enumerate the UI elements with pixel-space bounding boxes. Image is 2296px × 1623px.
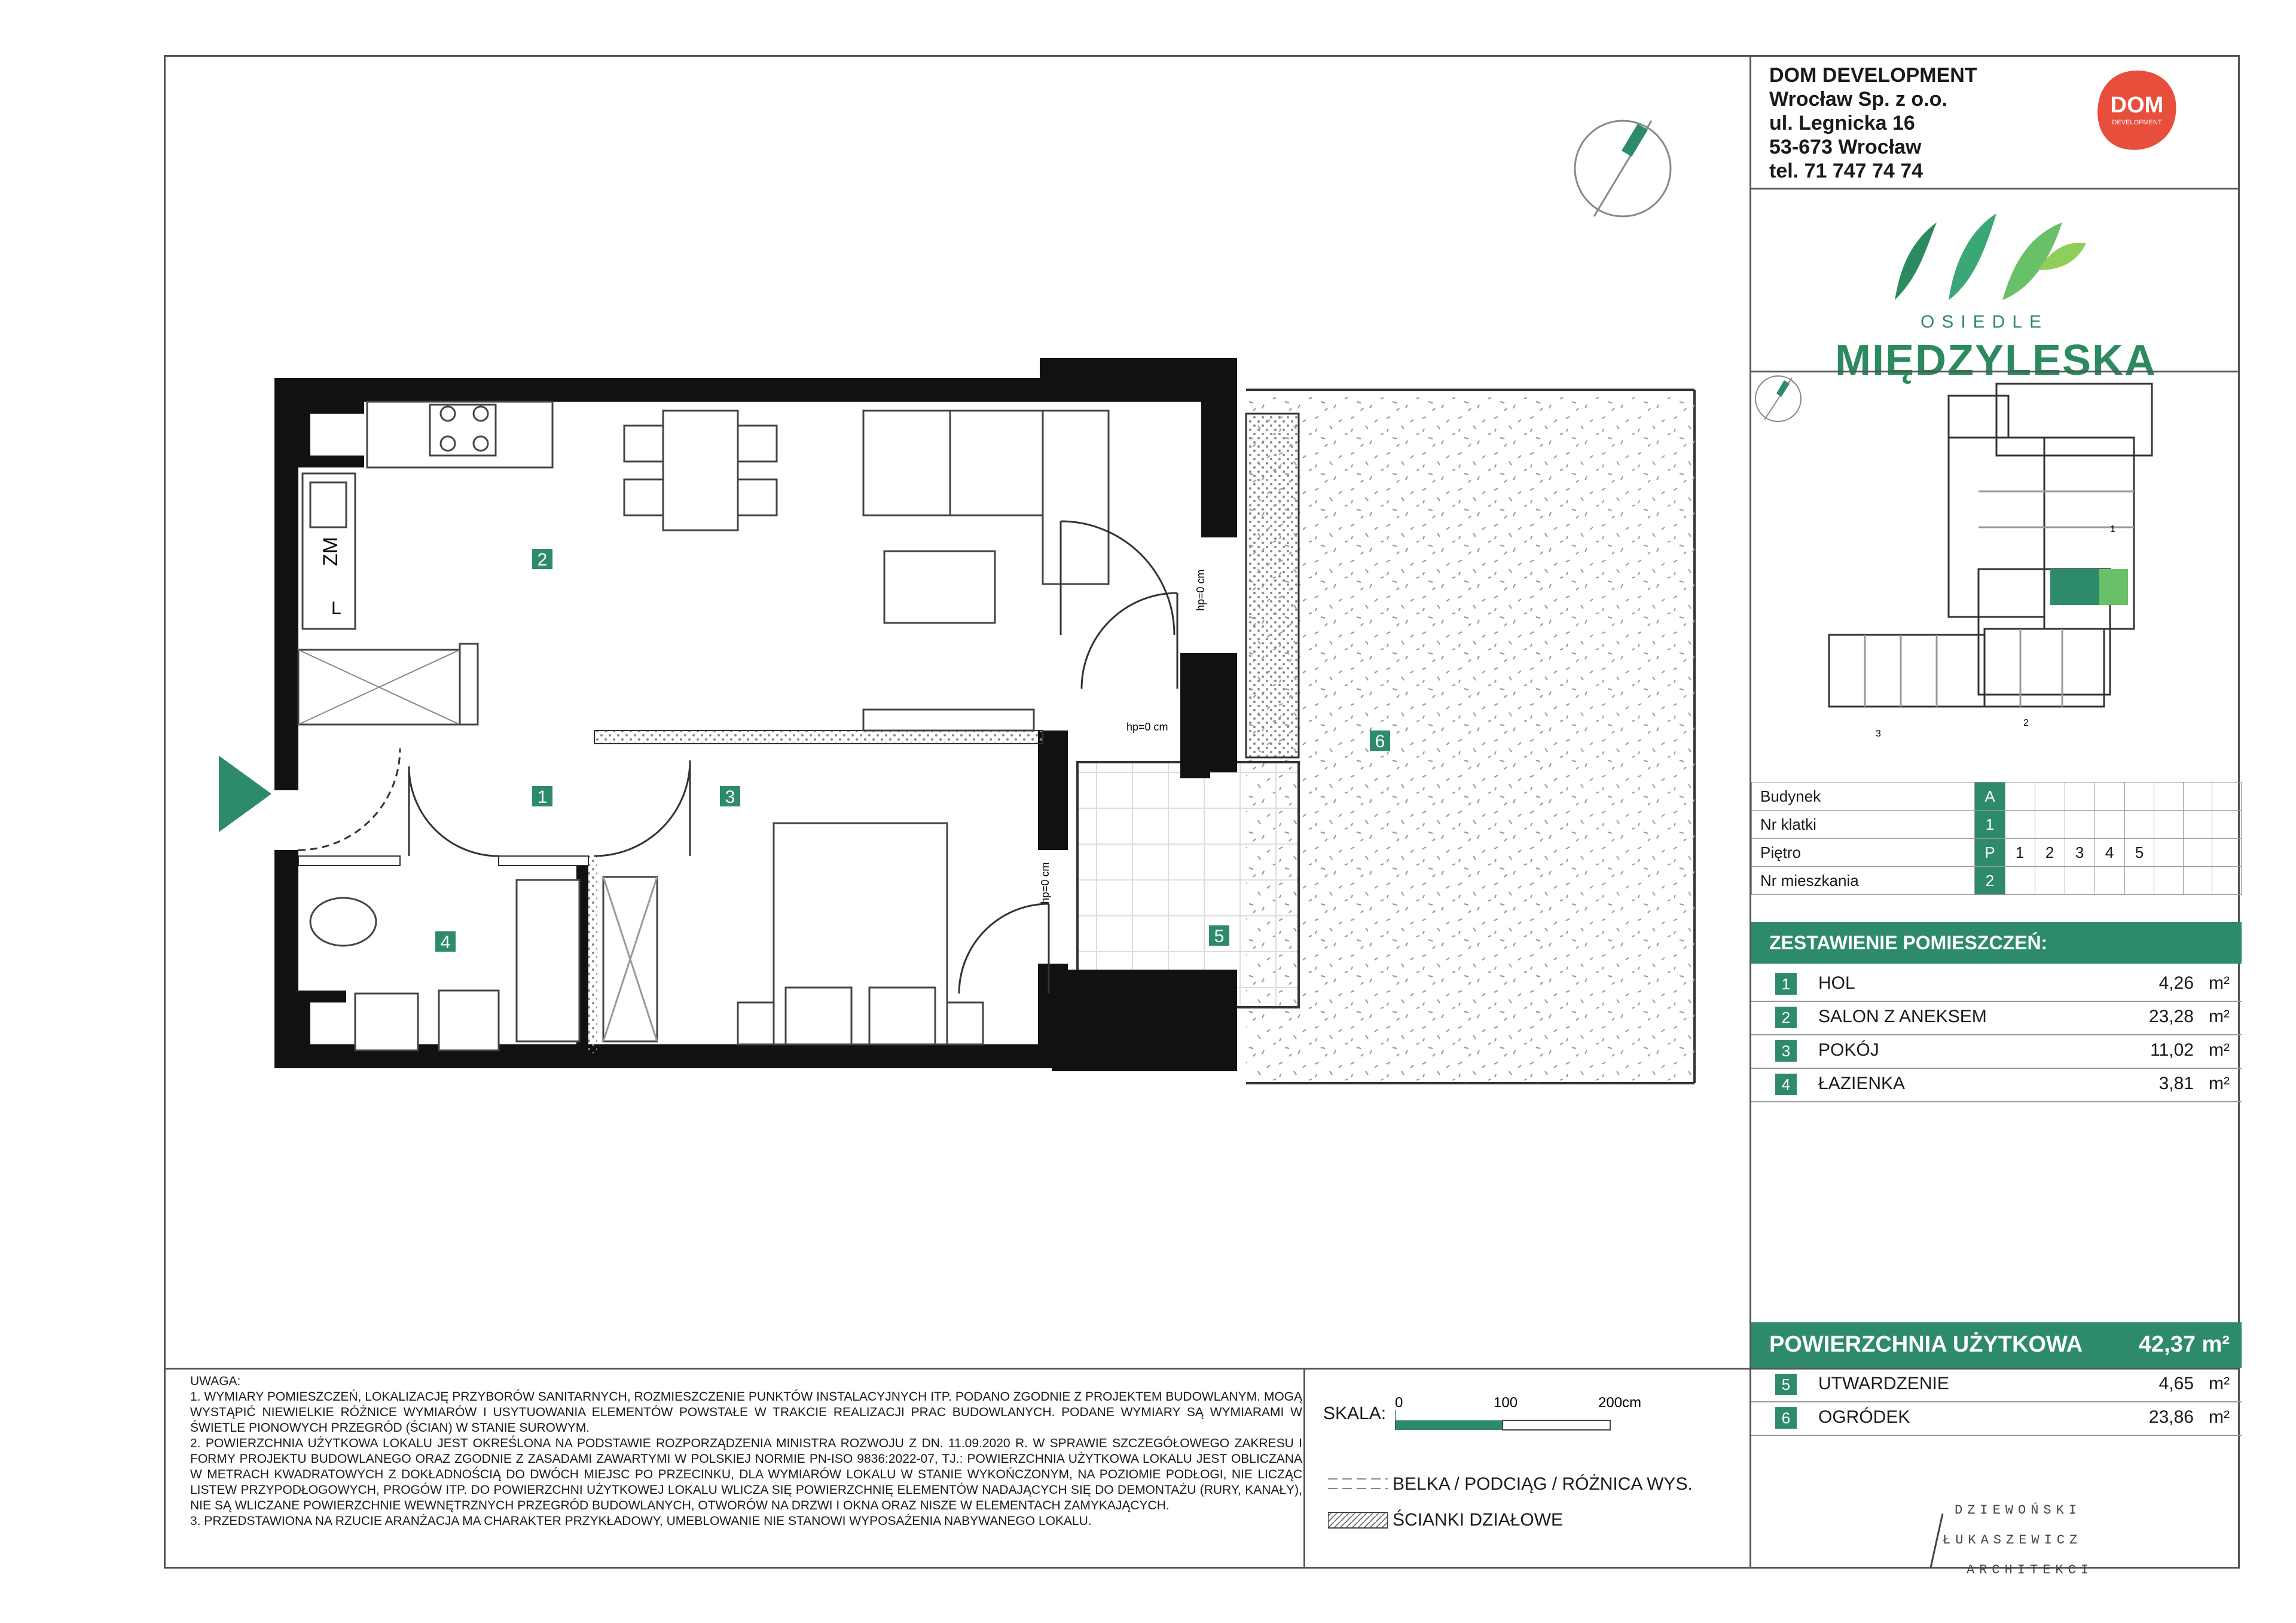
svg-text:200cm: 200cm	[1598, 1395, 1642, 1411]
floor-plan	[164, 55, 1750, 1368]
scale-bar	[1395, 1392, 1754, 1439]
door-threshold-mark: hp=0 cm	[1039, 862, 1051, 904]
room-row: 2 SALON Z ANEKSEM 23,28 m²	[1751, 1001, 2242, 1035]
svg-text:6: 6	[1375, 732, 1385, 751]
room-row: 4 ŁAZIENKA 3,81 m²	[1751, 1068, 2242, 1102]
door-threshold-mark: hp=0 cm	[1126, 721, 1168, 733]
notes: UWAGA: 1. WYMIARY POMIESZCZEŃ, LOKALIZACJĘ PRZYBORÓW SANITARNYCH, ROZMIESZCZENIE PUNKTÓW INSTALACYJNYCH ITP. PODANO ZGODNIE Z PROJEKTEM BUDOWLANYM. MOGĄ WYSTĄPIĆ NIEWIELKIE RÓŻNICE WYMIARÓW I USYTUOWANIA ELEMENTÓW POWSTAŁE W TRAKCIE REALIZACJI PRAC BUDOWLANYCH. PODANE WYMIARY SĄ WYMIARAMI W ŚWIETLE PIONOWYCH PRZEGRÓD (ŚCIAN) W STANIE SUROWYM. 2. POWIERZCHNIA UŻYTKOWA LOKALU JEST OKREŚLONA NA PODSTAWIE ROZPORZĄDZENIA MINISTRA ROZWOJU Z DN. 11.09.2020 R. W SPRAWIE SZCZEGÓŁOWEGO ZAKRESU I FORMY PROJEKTU BUDOWLANEGO ORAZ ZGODNIE Z ZASADAMI ZAWARTYMI W POLSKIEJ NORMIE PN-ISO 9836:2022-07, TJ.: POWIERZCHNIA UŻYTKOWA LOKALU JEST OBLICZANA W METRACH KWADRATOWYCH Z DOKŁADNOŚCIĄ DO DWÓCH MIEJSC PO PRZECINKU, DLA WYMIARÓW LOKALU W STANIE WYKOŃCZONYM, NA POZIOMIE PODŁOGI, NIE LICZĄC LISTEW PRZYPODŁOGOWYCH, PROGÓW ITP. DO POWIERZCHNI UŻYTKOWEJ LOKALU WLICZA SIĘ POWIERZCHNIĘ ELEMENTÓW NADAJĄCYCH SIĘ DO DEMONTAŻU (RURY, KANAŁY), NIE SĄ WLICZANE POWIERZCHNIE WEWNĘTRZNYCH PRZEGRÓD BUDOWLANYCH, OTWORÓW NA DRZWI I OKNA ORAZ NISZE W ELEMENTACH ZAMYKAJĄCYCH. 3. PRZEDSTAWIONA NA RZUCIE ARANŻACJA MA CHARAKTER PRZYKŁADOWY, UMEBLOWANIE NIE STANOWI WYPOSAŻENIA NABYWANEGO LOKALU.	[190, 1374, 1302, 1528]
svg-text:1: 1	[537, 787, 548, 807]
dom-development-logo	[2092, 66, 2182, 155]
entrance-arrow-icon	[219, 756, 271, 832]
svg-text:0: 0	[1395, 1395, 1403, 1411]
info-sidebar	[1750, 55, 2240, 1578]
room-row: 5 UTWARDZENIE 4,65 m²	[1751, 1368, 2242, 1402]
svg-text:DEVELOPMENT: DEVELOPMENT	[2112, 119, 2162, 126]
svg-text:ARCHITEKCI: ARCHITEKCI	[1967, 1563, 2094, 1578]
svg-text:DZIEWOŃSKI: DZIEWOŃSKI	[1955, 1503, 2082, 1518]
svg-text:DOM: DOM	[2110, 93, 2164, 118]
svg-text:1: 1	[2110, 524, 2115, 534]
svg-text:2: 2	[2023, 718, 2029, 728]
north-arrow-icon	[1575, 121, 1671, 216]
fridge-label: L	[331, 598, 341, 618]
total-area: POWIERZCHNIA UŻYTKOWA 42,37 m²	[1751, 1322, 2242, 1368]
svg-text:3: 3	[725, 787, 735, 807]
room-row: 3 POKÓJ 11,02 m²	[1751, 1034, 2242, 1069]
brand-logo: OSIEDLE MIĘDZYLESKA	[1835, 192, 2134, 432]
rooms-title: ZESTAWIENIE POMIESZCZEŃ:	[1751, 922, 2242, 964]
svg-text:ŁUKASZEWICZ: ŁUKASZEWICZ	[1943, 1533, 2083, 1548]
room-row: 6 OGRÓDEK 23,86 m²	[1751, 1401, 2242, 1436]
apartment-info-table: Budynek A Nr klatki 1 Piętro P 1 2 3 4 5 Nr mieszkania 2	[1751, 782, 2242, 895]
svg-text:5: 5	[1214, 927, 1225, 946]
company-address: DOM DEVELOPMENT Wrocław Sp. z o.o. ul. Legnicka 16 53-673 Wrocław tel. 71 747 74 74	[1769, 64, 1977, 182]
svg-text:100: 100	[1494, 1395, 1518, 1411]
north-arrow-icon	[1776, 380, 1790, 397]
door-threshold-mark: hp=0 cm	[1195, 569, 1207, 611]
washer-label: ZM	[319, 536, 342, 566]
architect-logo	[1919, 1478, 2098, 1597]
svg-text:4: 4	[440, 933, 451, 952]
svg-text:3: 3	[1876, 729, 1881, 739]
svg-text:2: 2	[537, 550, 548, 570]
scale-label: SKALA:	[1323, 1404, 1387, 1423]
legend: SKALA: 0 100 200cm BELKA / PODCIĄG / RÓŻNICA WYS. ŚCIANKI DZIAŁOWE	[1303, 1368, 1750, 1569]
room-row: 1 HOL 4,26 m²	[1751, 967, 2242, 1002]
building-key-plan	[1751, 372, 2242, 808]
